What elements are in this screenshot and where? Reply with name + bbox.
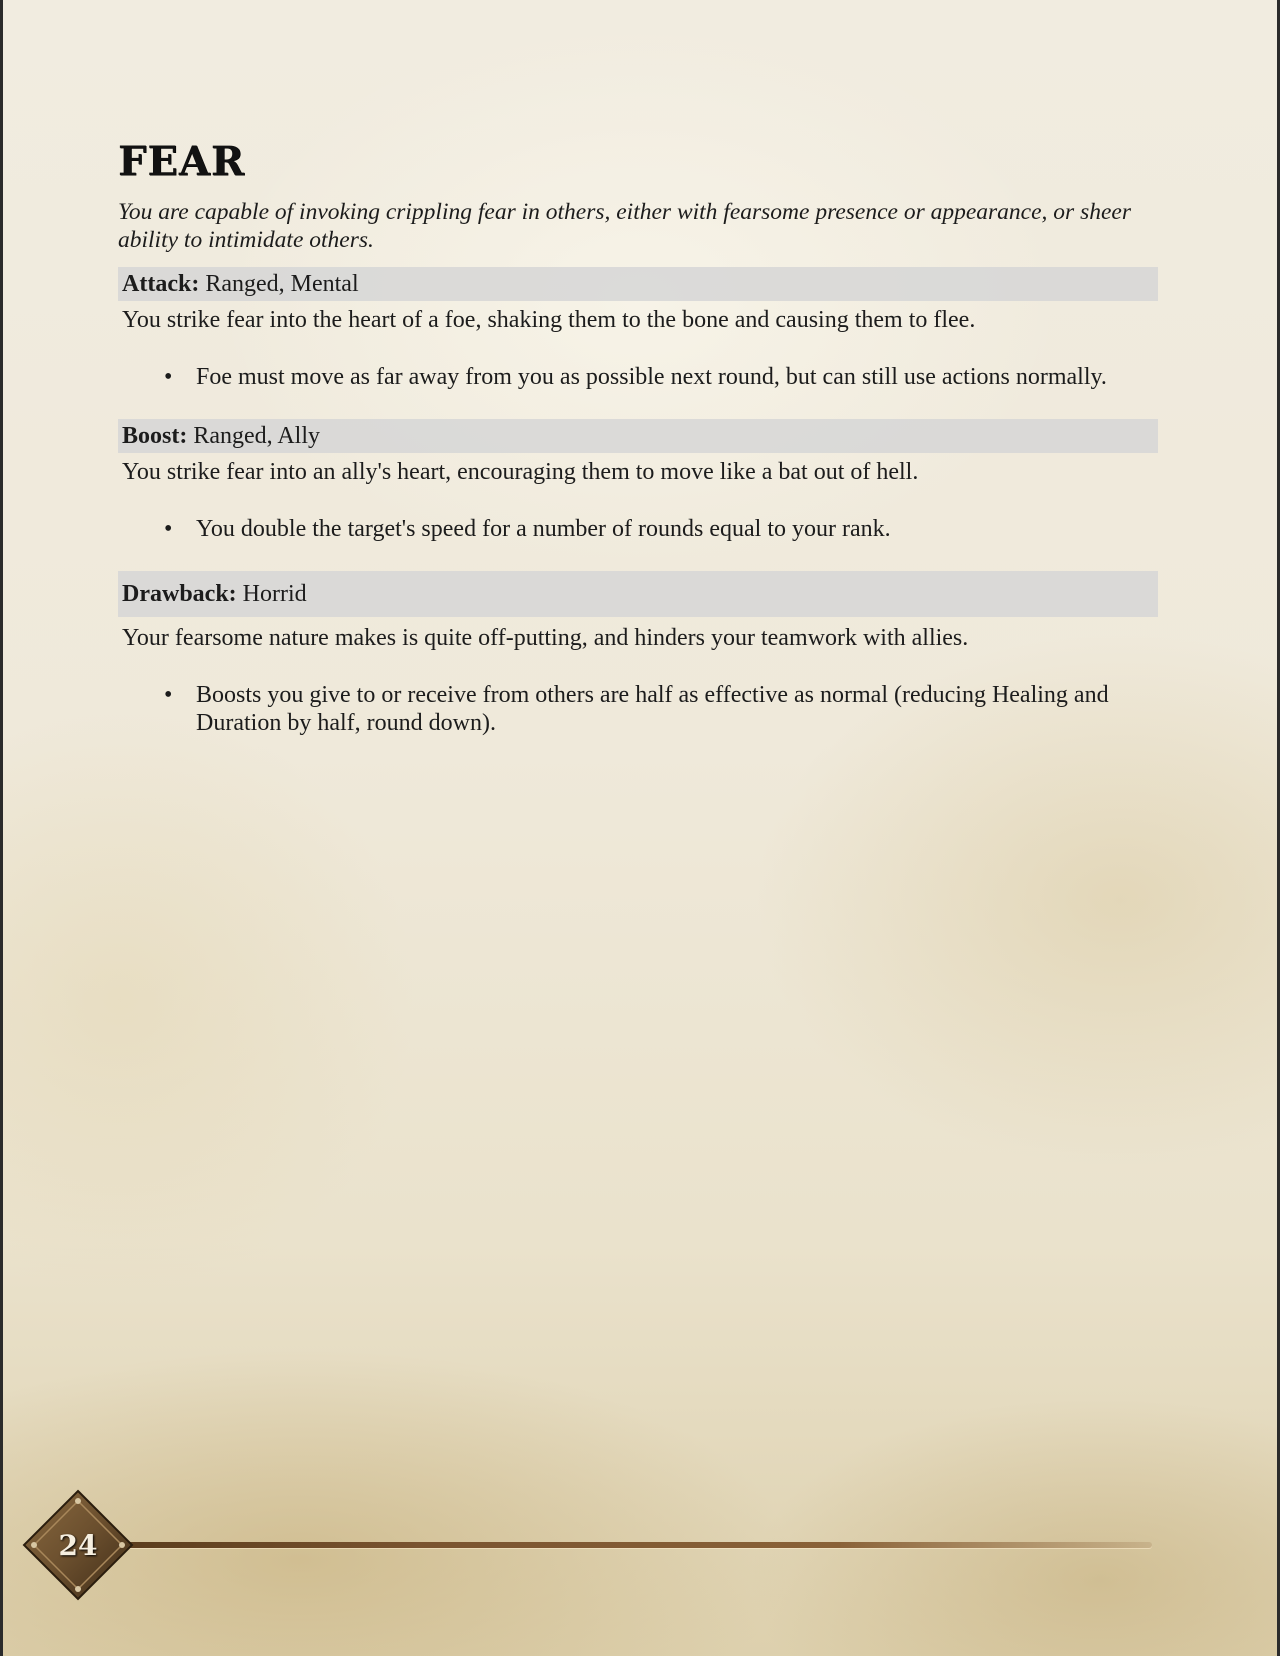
list-item [118, 681, 1158, 737]
attack-description: You strike fear into the heart of a foe, shaking them to the bone and causing them to flee. [122, 307, 976, 333]
attack-section [118, 267, 1158, 391]
boost-bullets [118, 515, 1158, 543]
list-item [118, 363, 1158, 391]
bullet-icon: • [164, 682, 173, 708]
bullet-text: Foe must move as far away from you as possible next round, but can still use actions normally. [196, 364, 1107, 390]
drawback-section [118, 571, 1158, 737]
footer-divider [110, 1542, 1152, 1548]
drawback-label: Drawback: [122, 581, 237, 607]
intro-text: You are capable of invoking crippling fear in others, either with fearsome presence or appearance, or sheer ability to intimidate others. [118, 199, 1131, 253]
attack-header [118, 267, 1158, 301]
boost-header [118, 419, 1158, 453]
page-number: 24 [58, 1528, 98, 1562]
attack-value: Ranged, Mental [199, 271, 359, 297]
boost-value: Ranged, Ally [187, 423, 320, 449]
page-title: FEAR [118, 138, 246, 185]
bullet-text: You double the target's speed for a number of rounds equal to your rank. [196, 516, 891, 542]
bullet-icon: • [164, 516, 173, 542]
attack-label: Attack: [122, 271, 200, 297]
bullet-icon: • [164, 364, 173, 390]
bullet-text: Boosts you give to or receive from others are half as effective as normal (reducing Healing and Duration by half, round down). [196, 682, 1109, 736]
drawback-value: Horrid [236, 581, 307, 607]
drawback-description: Your fearsome nature makes is quite off-putting, and hinders your teamwork with allies. [122, 625, 969, 651]
boost-section [118, 419, 1158, 543]
drawback-bullets [118, 681, 1158, 737]
page-content [118, 140, 1158, 765]
page-edge-left [0, 0, 3, 1656]
boost-description: You strike fear into an ally's heart, encouraging them to move like a bat out of hell. [122, 459, 919, 485]
list-item [118, 515, 1158, 543]
attack-bullets [118, 363, 1158, 391]
boost-label: Boost: [122, 423, 188, 449]
drawback-header [118, 571, 1158, 617]
